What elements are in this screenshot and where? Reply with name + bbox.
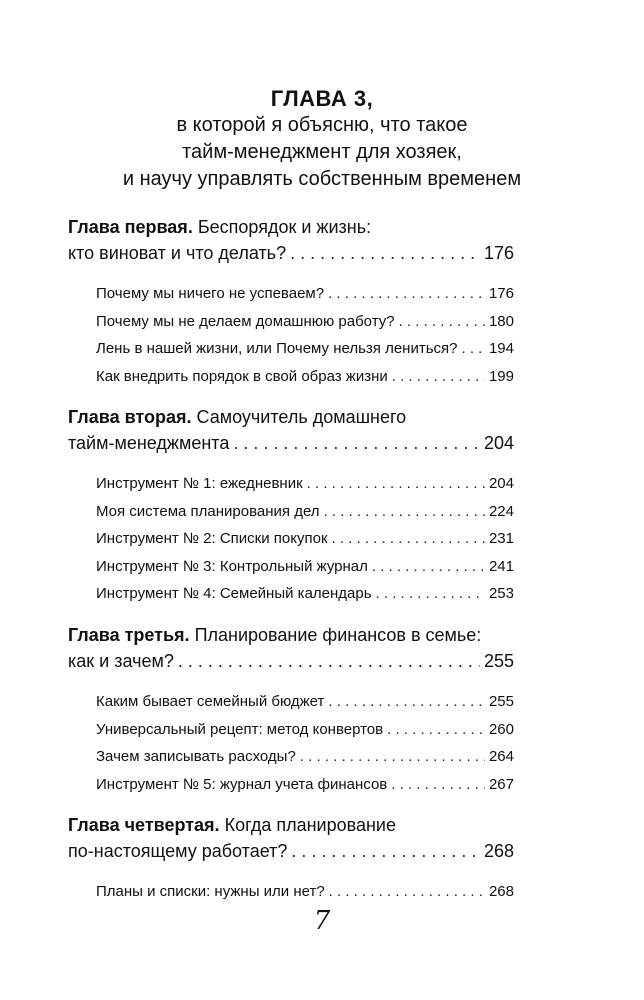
leader-dots — [300, 743, 485, 771]
entry-page: 224 — [488, 502, 514, 520]
leader-dots — [307, 470, 485, 498]
section-title: Беспорядок и жизнь: — [197, 217, 372, 237]
section-title-line2 — [68, 430, 514, 456]
section-title-line2 — [68, 648, 514, 674]
chapter-subtitle-line: тайм-менеджмент для хозяек, — [182, 141, 462, 163]
entry-page: 241 — [488, 557, 514, 575]
entry-title: Почему мы ничего не успеваем? — [96, 285, 325, 302]
section-title-line1 — [68, 622, 514, 648]
toc-entry — [96, 280, 514, 308]
toc-entry — [96, 553, 514, 581]
entry-page: 194 — [488, 340, 514, 357]
toc-entry — [96, 716, 514, 744]
toc-entry — [96, 308, 514, 336]
toc-entry — [96, 743, 514, 771]
chapter-header — [0, 86, 644, 193]
toc-section — [68, 622, 514, 798]
entry-page: 264 — [488, 748, 514, 765]
entry-title: Инструмент № 5: журнал учета финансов — [96, 775, 388, 793]
entry-page: 180 — [488, 312, 514, 330]
section-label: Глава первая. — [68, 217, 193, 237]
toc-entry — [96, 580, 514, 608]
subsection-list — [68, 688, 514, 798]
section-label: Глава четвертая. — [68, 815, 220, 835]
entry-page: 268 — [488, 883, 514, 900]
section-page: 255 — [483, 651, 514, 671]
leader-dots — [329, 878, 485, 906]
entry-title: Как внедрить порядок в свой образ жизни — [96, 367, 388, 385]
section-label: Глава третья. — [68, 625, 190, 645]
section-label: Глава вторая. — [68, 407, 192, 427]
entry-title: Лень в нашей жизни, или Почему нельзя лениться? — [96, 340, 458, 357]
toc-entry — [96, 525, 514, 553]
chapter-subtitle-line: и научу управлять собственным временем — [122, 168, 522, 190]
toc-entry — [96, 498, 514, 526]
section-title: Планирование финансов в семье: — [194, 625, 482, 645]
entry-title: Инструмент № 3: Контрольный журнал — [96, 557, 368, 575]
entry-title: Планы и списки: нужны или нет? — [96, 883, 325, 900]
entry-page: 176 — [488, 285, 514, 302]
section-title: Когда планирование — [224, 815, 396, 835]
entry-page: 231 — [488, 530, 514, 547]
entry-title: Инструмент № 2: Списки покупок — [96, 530, 328, 547]
entry-page: 253 — [488, 585, 514, 602]
leader-dots — [461, 335, 484, 363]
entry-title: Каким бывает семейный бюджет — [96, 693, 325, 710]
section-page: 204 — [483, 433, 514, 453]
leader-dots — [324, 498, 485, 526]
section-title-cont: по-настоящему работает? — [68, 841, 288, 861]
entry-page: 199 — [488, 367, 514, 385]
leader-dots — [376, 580, 485, 608]
entry-title: Моя система планирования дел — [96, 502, 320, 520]
chapter-title: ГЛАВА 3, — [270, 86, 374, 111]
toc-entry — [96, 771, 514, 799]
section-title-line1 — [68, 214, 514, 240]
toc-entry — [96, 363, 514, 391]
entry-page: 204 — [488, 475, 514, 492]
entry-page: 267 — [488, 775, 514, 793]
section-title-line1 — [68, 812, 514, 838]
entry-title: Инструмент № 1: ежедневник — [96, 475, 303, 492]
entry-title: Универсальный рецепт: метод конвертов — [96, 720, 384, 738]
leader-dots — [391, 771, 485, 799]
section-title-line1 — [68, 404, 514, 430]
section-title: Самоучитель домашнего — [196, 407, 407, 427]
section-title-line2 — [68, 240, 514, 266]
leader-dots — [328, 280, 485, 308]
toc-entry — [96, 688, 514, 716]
leader-dots — [328, 688, 485, 716]
leader-dots — [291, 838, 480, 864]
section-title-cont: тайм-менеджмента — [68, 433, 230, 453]
toc-entry — [96, 878, 514, 906]
leader-dots — [399, 308, 485, 336]
leader-dots — [178, 648, 480, 674]
subsection-list — [68, 878, 514, 906]
toc-section — [68, 214, 514, 390]
leader-dots — [290, 240, 480, 266]
toc-section — [68, 812, 514, 906]
leader-dots — [387, 716, 485, 744]
chapter-subtitle-line: в которой я объясню, что такое — [176, 114, 468, 136]
leader-dots — [332, 525, 485, 553]
section-title-cont: кто виноват и что делать? — [68, 243, 287, 263]
entry-page: 255 — [488, 693, 514, 710]
section-page: 176 — [483, 243, 514, 263]
subsection-list — [68, 280, 514, 390]
section-page: 268 — [483, 841, 514, 861]
subsection-list — [68, 470, 514, 608]
entry-page: 260 — [488, 720, 514, 738]
entry-title: Почему мы не делаем домашнюю работу? — [96, 312, 395, 330]
page-number: 7 — [313, 906, 331, 936]
leader-dots — [392, 363, 485, 391]
leader-dots — [233, 430, 480, 456]
section-title-cont: как и зачем? — [68, 651, 174, 671]
toc-entry — [96, 335, 514, 363]
toc-entry — [96, 470, 514, 498]
leader-dots — [372, 553, 485, 581]
entry-title: Инструмент № 4: Семейный календарь — [96, 585, 372, 602]
section-title-line2 — [68, 838, 514, 864]
entry-title: Зачем записывать расходы? — [96, 748, 296, 765]
toc-section — [68, 404, 514, 608]
